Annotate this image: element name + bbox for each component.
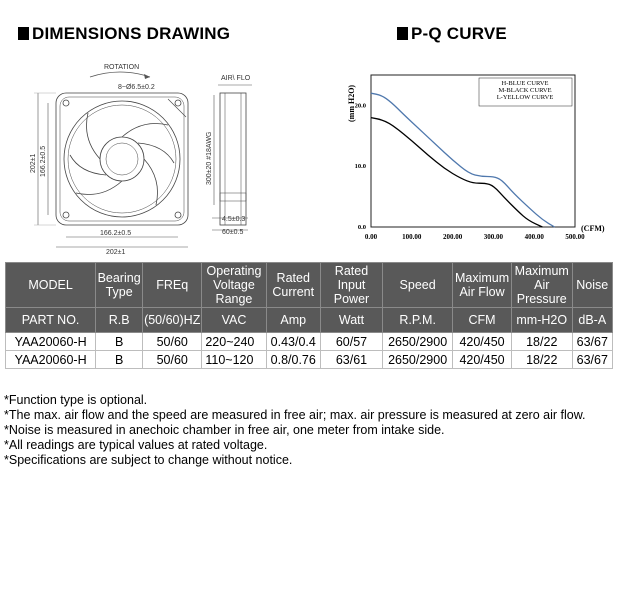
spec-table bbox=[5, 262, 613, 369]
x-tick-label: 500.00 bbox=[565, 233, 585, 241]
fan-front-view bbox=[56, 93, 188, 225]
fan-blade-4 bbox=[87, 113, 101, 159]
fan-venturi-circle bbox=[64, 101, 180, 217]
mount-hole-tl bbox=[63, 100, 69, 106]
x-axis-label: (CFM) bbox=[581, 224, 605, 233]
x-tick-label: 200.00 bbox=[442, 233, 463, 241]
dimensions-title: DIMENSIONS DRAWING bbox=[18, 24, 230, 44]
footnote: *All readings are typical values at rated voltage. bbox=[4, 438, 268, 452]
table-cell: B bbox=[96, 351, 143, 369]
x-tick-label: 300.00 bbox=[483, 233, 504, 241]
table-cell: 50/60 bbox=[143, 333, 202, 351]
header-bearing-type: Bearing Type bbox=[96, 263, 143, 308]
airflow-label: AIR\ FLO bbox=[221, 75, 251, 82]
footnote: *Specifications are subject to change without notice. bbox=[4, 453, 293, 467]
header-rated-current: Rated Current bbox=[266, 263, 320, 308]
footnote: *The max. air flow and the speed are measured in free air; max. air pressure is measured at zero air flow. bbox=[4, 408, 586, 422]
legend-entry-low: L-YELLOW CURVE bbox=[496, 94, 554, 101]
table-cell: 18/22 bbox=[511, 351, 572, 369]
pq-curve-title: P-Q CURVE bbox=[397, 24, 507, 44]
x-tick-label: 0.00 bbox=[364, 233, 378, 241]
header-frequency: FREq bbox=[143, 263, 202, 308]
header-max-air-flow: Maximum Air Flow bbox=[453, 263, 512, 308]
wire-strut bbox=[168, 99, 186, 117]
unit-cell: Amp bbox=[266, 308, 320, 333]
table-cell: B bbox=[96, 333, 143, 351]
table-cell: 2650/2900 bbox=[383, 351, 453, 369]
series-line-medium bbox=[371, 118, 542, 227]
inner-height-label: 166.2±0.5 bbox=[40, 145, 47, 177]
depth1-label: 4.5±0.3 bbox=[222, 216, 246, 223]
x-tick-label: 100.00 bbox=[402, 233, 422, 241]
side-height-label: 202±1 bbox=[30, 153, 37, 173]
outer-width-label: 202±1 bbox=[106, 249, 126, 255]
rotation-label: ROTATION bbox=[104, 64, 140, 71]
mount-hole-br bbox=[175, 212, 181, 218]
footnote: *Noise is measured in anechoic chamber in free air, one meter from intake side. bbox=[4, 423, 445, 437]
legend-entry-high: H-BLUE CURVE bbox=[501, 80, 549, 87]
fan-blade-tip-circle bbox=[68, 105, 176, 213]
header-rated-power: Rated Input Power bbox=[320, 263, 382, 308]
legend-entry-medium: M-BLACK CURVE bbox=[498, 87, 552, 94]
unit-cell: CFM bbox=[453, 308, 512, 333]
table-cell: 420/450 bbox=[453, 333, 512, 351]
table-cell: 63/61 bbox=[320, 351, 382, 369]
x-tick-label: 400.00 bbox=[524, 233, 544, 241]
fan-frame-outline bbox=[56, 93, 188, 225]
dimensions-drawing bbox=[18, 55, 258, 255]
fan-frame-inner bbox=[60, 97, 184, 221]
holes-label: 8~Ø6.5±0.2 bbox=[118, 84, 155, 91]
y-tick-label: 10.0 bbox=[354, 163, 366, 171]
unit-cell: R.B bbox=[96, 308, 143, 333]
unit-cell: VAC bbox=[202, 308, 266, 333]
side-body bbox=[220, 93, 246, 225]
series-line-high bbox=[371, 93, 555, 227]
table-cell: 110~120 bbox=[202, 351, 266, 369]
fan-blade-1 bbox=[122, 124, 168, 138]
fan-side-view bbox=[220, 93, 246, 225]
table-cell: 0.43/0.4 bbox=[266, 333, 320, 351]
table-cell: 2650/2900 bbox=[383, 333, 453, 351]
wire-label: 300±20 #18AWG bbox=[206, 131, 213, 185]
unit-cell: dB-A bbox=[572, 308, 612, 333]
table-units-row bbox=[6, 308, 613, 333]
fan-blade-2 bbox=[144, 159, 158, 205]
mount-hole-bl bbox=[63, 212, 69, 218]
fan-blade-3 bbox=[76, 181, 122, 195]
fan-hub-inner bbox=[106, 143, 138, 175]
table-cell: 63/67 bbox=[572, 351, 612, 369]
bullet-square-icon bbox=[18, 27, 29, 40]
pq-curve-svg bbox=[340, 60, 615, 260]
footnotes bbox=[4, 393, 614, 468]
unit-cell: R.P.M. bbox=[383, 308, 453, 333]
bullet-square-icon bbox=[397, 27, 408, 40]
y-tick-label: 0.0 bbox=[357, 224, 366, 231]
table-cell: 63/67 bbox=[572, 333, 612, 351]
pq-curve-chart bbox=[340, 60, 615, 260]
y-tick-label: 20.0 bbox=[354, 102, 366, 110]
table-cell: 0.8/0.76 bbox=[266, 351, 320, 369]
table-cell: YAA20060-H bbox=[6, 333, 96, 351]
header-max-air-pressure: Maximum Air Pressure bbox=[511, 263, 572, 308]
header-speed: Speed bbox=[383, 263, 453, 308]
table-cell: 420/450 bbox=[453, 351, 512, 369]
header-noise: Noise bbox=[572, 263, 612, 308]
rotation-arrow-icon bbox=[90, 72, 150, 77]
footnote: *Function type is optional. bbox=[4, 393, 148, 407]
table-cell: 50/60 bbox=[143, 351, 202, 369]
header-model: MODEL bbox=[6, 263, 96, 308]
unit-cell: Watt bbox=[320, 308, 382, 333]
header-voltage-range: Operating Voltage Range bbox=[202, 263, 266, 308]
depth2-label: 60±0.5 bbox=[222, 229, 244, 236]
table-cell: 18/22 bbox=[511, 333, 572, 351]
table-row bbox=[6, 351, 613, 369]
fan-drawing-svg bbox=[18, 55, 258, 255]
table-row bbox=[6, 333, 613, 351]
mount-hole-tr bbox=[175, 100, 181, 106]
table-header-row bbox=[6, 263, 613, 308]
unit-cell: PART NO. bbox=[6, 308, 96, 333]
inner-width-label: 166.2±0.5 bbox=[100, 230, 132, 237]
unit-cell: (50/60)HZ bbox=[143, 308, 202, 333]
side-label-band bbox=[220, 193, 246, 201]
unit-cell: mm-H2O bbox=[511, 308, 572, 333]
table-cell: 60/57 bbox=[320, 333, 382, 351]
fan-hub-outer bbox=[100, 137, 144, 181]
table-cell: 220~240 bbox=[202, 333, 266, 351]
table-cell: YAA20060-H bbox=[6, 351, 96, 369]
y-axis-label: (mm H2O) bbox=[347, 84, 356, 122]
